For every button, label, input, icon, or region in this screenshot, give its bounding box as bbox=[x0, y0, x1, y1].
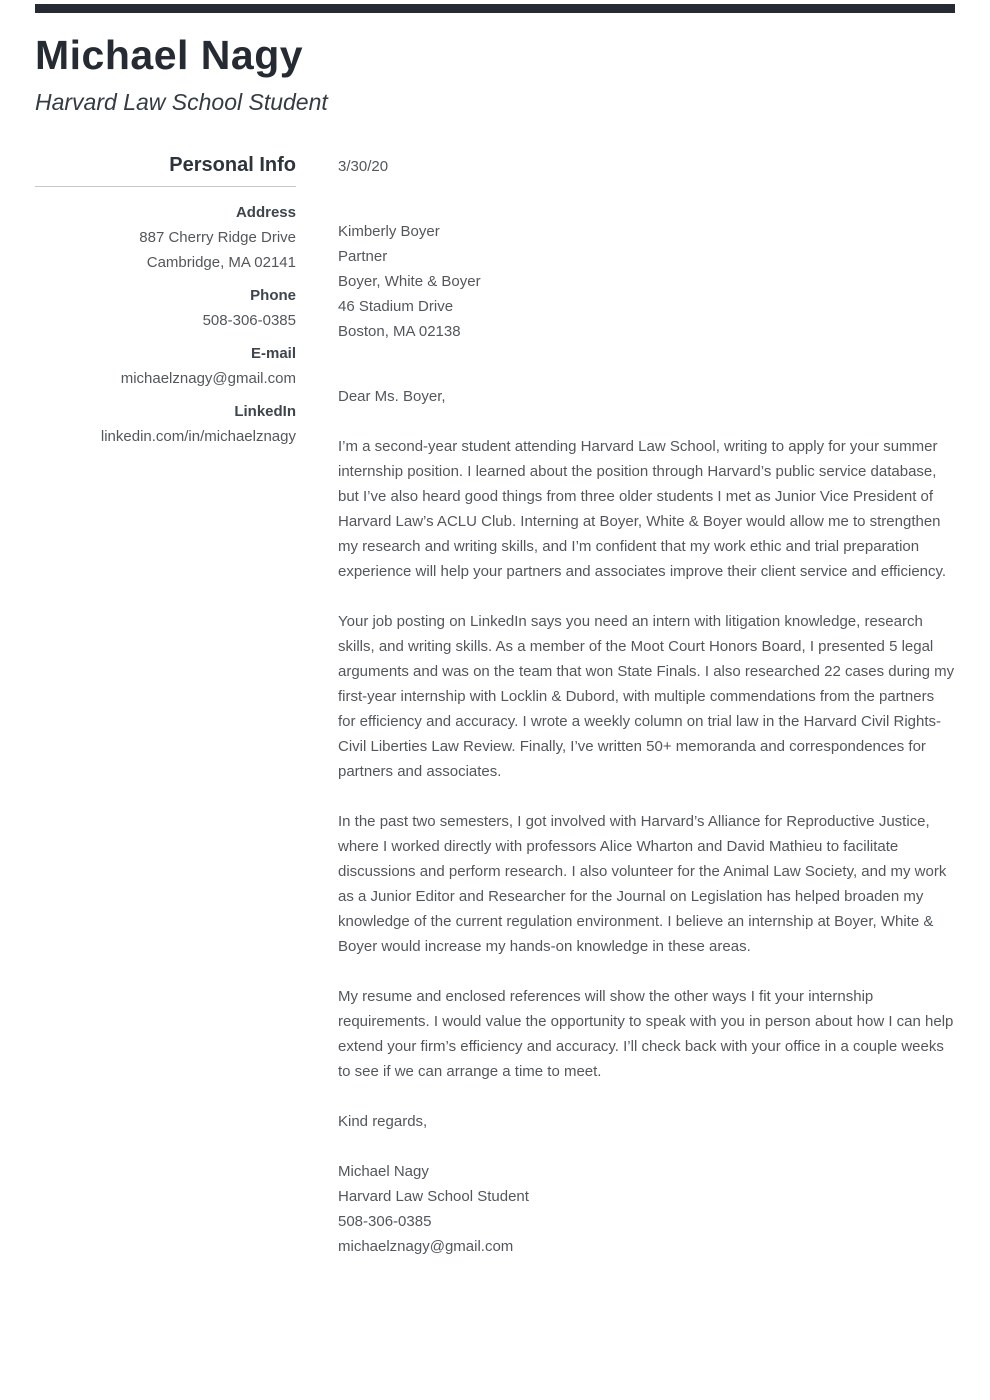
signature-block bbox=[338, 1159, 955, 1259]
address-line: 887 Cherry Ridge Drive bbox=[139, 229, 296, 247]
recipient-block bbox=[338, 219, 955, 344]
letter-paragraph: In the past two semesters, I got involved with Harvard’s Alliance for Reproductive Justice, where I worked directly with professors Alice Wharton and David Mathieu to facilitate discussions and perform research. I also volunteer for the Animal Law Society, and my work as a Junior Editor and Researcher for the Journal on Legislation has helped broaden my knowledge of the current regulation environment. I believe an internship at Boyer, White & Boyer would increase my hands-on knowledge in these areas. bbox=[338, 813, 947, 956]
signature-name: Michael Nagy bbox=[338, 1163, 429, 1181]
salutation: Dear Ms. Boyer, bbox=[338, 388, 446, 406]
top-accent-bar bbox=[35, 4, 955, 13]
address-label: Address bbox=[235, 204, 296, 222]
letter-header bbox=[0, 0, 990, 116]
person-name: Michael Nagy bbox=[35, 32, 304, 78]
letter-date: 3/30/20 bbox=[338, 158, 389, 176]
recipient-street: 46 Stadium Drive bbox=[338, 298, 454, 316]
signature-title: Harvard Law School Student bbox=[338, 1188, 529, 1206]
email-label: E-mail bbox=[250, 345, 296, 363]
email-value: michaelznagy@gmail.com bbox=[120, 370, 296, 388]
recipient-company: Boyer, White & Boyer bbox=[338, 273, 481, 291]
sidebar-heading: Personal Info bbox=[169, 154, 296, 177]
letter-body bbox=[338, 154, 955, 1259]
phone-value: 508-306-0385 bbox=[202, 312, 296, 330]
address-line: Cambridge, MA 02141 bbox=[146, 254, 296, 272]
closing: Kind regards, bbox=[338, 1113, 428, 1131]
phone-label: Phone bbox=[250, 287, 296, 305]
signature-email: michaelznagy@gmail.com bbox=[338, 1238, 514, 1256]
info-group-address bbox=[35, 200, 296, 275]
recipient-name: Kimberly Boyer bbox=[338, 223, 440, 241]
letter-paragraph: I’m a second-year student attending Harvard Law School, writing to apply for your summer internship position. I learned about the position through Harvard’s public service database, but I’ve also heard good things from three older students I met as Junior Vice President of Harvard Law’s ACLU Club. Interning at Boyer, White & Boyer would allow me to strengthen my research and writing skills, and I’m confident that my work ethic and trial preparation experience will help your partners and associates improve their client service and efficiency. bbox=[338, 438, 947, 581]
linkedin-label: LinkedIn bbox=[234, 403, 296, 421]
content-columns bbox=[0, 154, 990, 1259]
recipient-title: Partner bbox=[338, 248, 388, 266]
signature-phone: 508-306-0385 bbox=[338, 1213, 432, 1231]
linkedin-value: linkedin.com/in/michaelznagy bbox=[100, 428, 296, 446]
info-group-linkedin bbox=[35, 399, 296, 449]
letter-paragraph: My resume and enclosed references will show the other ways I fit your internship requirements. I would value the opportunity to speak with you in person about how I can help extend your firm’s efficiency and accuracy. I’ll check back with your office in a couple weeks to see if we can arrange a time to meet. bbox=[338, 988, 954, 1081]
sidebar-divider bbox=[35, 186, 296, 187]
info-group-email bbox=[35, 341, 296, 391]
info-group-phone bbox=[35, 283, 296, 333]
recipient-city: Boston, MA 02138 bbox=[338, 323, 461, 341]
person-job-title: Harvard Law School Student bbox=[35, 89, 328, 116]
letter-paragraph: Your job posting on LinkedIn says you need an intern with litigation knowledge, research skills, and writing skills. As a member of the Moot Court Honors Board, I presented 5 legal arguments and was on the team that won State Finals. I also researched 22 cases during my first-year internship with Locklin & Dubord, with multiple commendations from the partners for efficiency and accuracy. I wrote a weekly column on trial law in the Harvard Civil Rights-Civil Liberties Law Review. Finally, I’ve written 50+ memoranda and correspondences for partners and associates. bbox=[338, 613, 955, 781]
sidebar bbox=[35, 154, 296, 449]
